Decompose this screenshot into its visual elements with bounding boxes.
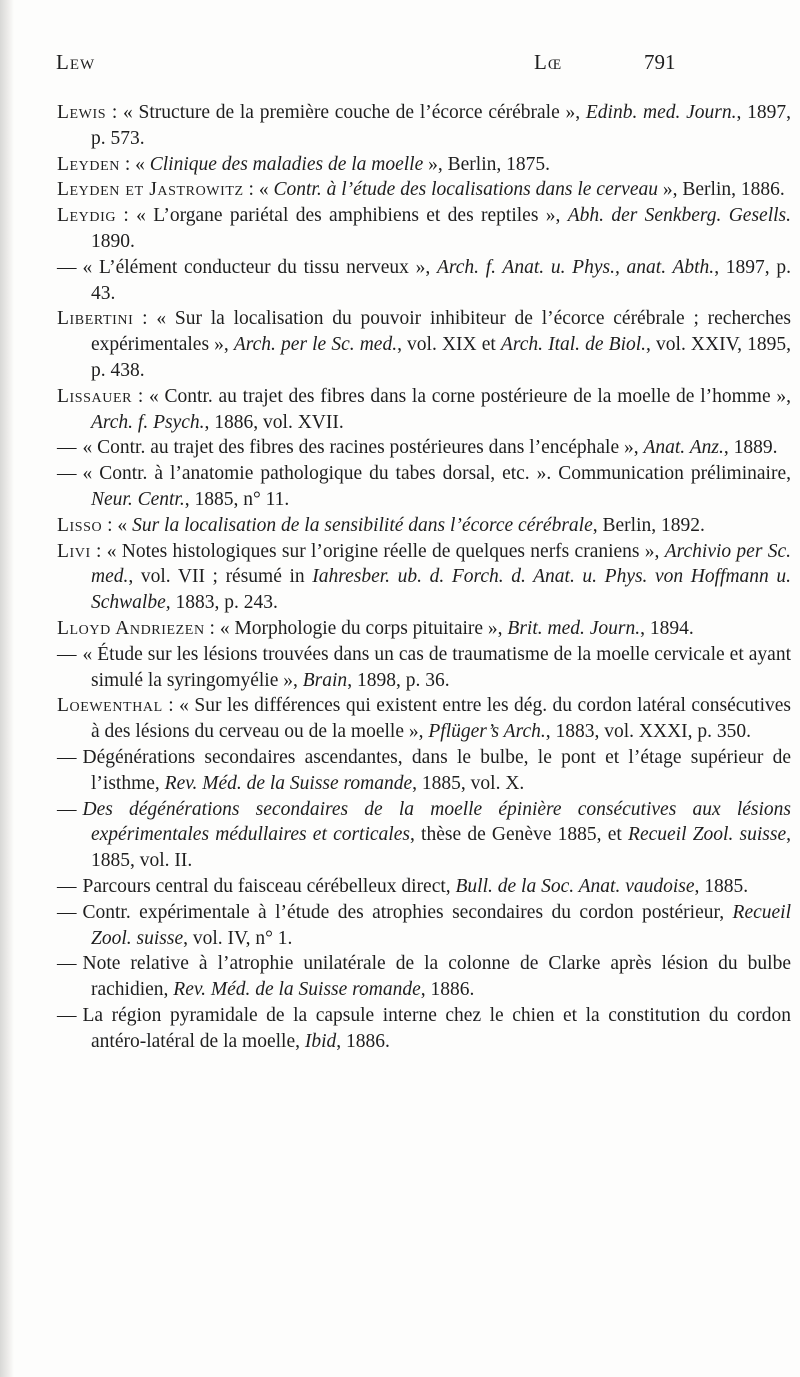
entry-text: », Berlin, 1886.: [658, 179, 785, 201]
entry-title-italic: Contr. à l’étude des localisations dans le cerveau: [273, 179, 658, 201]
entry-ditto-dash: —: [57, 463, 77, 485]
entry-author: Leydig: [57, 205, 117, 227]
entry-text: , thèse de Genève 1885, et: [409, 824, 629, 846]
entry-text: « Contr. à l’anatomie pathologique du tabes dorsal, etc. ». Communication préliminaire,: [82, 463, 791, 485]
entry-text: Note relative à l’atrophie unilatérale de la colonne de Clarke après lésion du bulbe rachidien,: [82, 953, 791, 1001]
entry-title-italic: Arch. f. Psych.: [91, 411, 205, 433]
entry-text: Sur les différences qui existent entre les dég. du cordon latéral consécutives à des lésions du cerveau ou de la moelle »,: [91, 695, 792, 743]
entry-title-italic: Rev. Méd. de la Suisse romande: [164, 772, 413, 794]
entry-ditto-dash: —: [57, 256, 77, 278]
entry-title-italic: Arch. f. Anat. u. Phys., anat. Abth.: [436, 256, 715, 278]
entry-separator: : «: [102, 514, 133, 536]
entry-title-italic: Brain: [302, 669, 348, 691]
entry-title-italic: Des dégénérations secondaires de la moelle épinière consécutives aux lésions expérimentales médullaires et corticales: [82, 798, 791, 846]
bibliography-entry: [57, 435, 791, 461]
bibliography-entry: [57, 255, 791, 307]
entry-text: Dégénérations secondaires ascendantes, dans le bulbe, le pont et l’étage supérieur de l’isthme,: [82, 746, 791, 794]
bibliography-entry: [57, 1003, 791, 1055]
entry-text: , 1883, vol. XXXI, p. 350.: [545, 721, 752, 743]
entry-text: , 1886, vol. XVII.: [204, 411, 344, 433]
entry-text: 1890.: [91, 230, 135, 252]
bibliography-entry: [57, 152, 791, 178]
entry-author: Leyden et Jastrowitz: [57, 179, 244, 201]
entry-separator: : «: [133, 308, 175, 330]
entry-author: Livi: [57, 540, 91, 562]
bibliography-entry: [57, 384, 791, 436]
entry-text: « L’élément conducteur du tissu nerveux »,: [82, 256, 437, 278]
bibliography-entry: [57, 874, 791, 900]
entry-separator: : «: [162, 695, 195, 717]
entry-separator: : «: [243, 179, 274, 201]
entry-author: Lissauer: [57, 385, 133, 407]
entry-text: », Berlin, 1875.: [423, 153, 550, 175]
entry-title-italic: Iahresber. ub. d. Forch. d. Anat. u. Phys. von Hoffmann u. Schwalbe,: [91, 566, 792, 614]
entry-text: , vol. IV, n° 1.: [183, 927, 293, 949]
entry-ditto-dash: —: [57, 746, 77, 768]
entry-separator: : «: [106, 102, 139, 123]
entry-title-italic: Anat. Anz.: [643, 437, 724, 459]
entry-author: Leyden: [57, 153, 120, 175]
bibliography-entry: [57, 461, 791, 513]
entry-text: , 1885, n° 11.: [184, 488, 290, 510]
entry-title-italic: Arch. per le Sc. med.: [233, 334, 398, 356]
entry-author: Lewis: [57, 102, 107, 123]
bibliography-entry: [57, 951, 791, 1003]
entry-ditto-dash: —: [57, 437, 77, 459]
entry-text: « Étude sur les lésions trouvées dans un cas de traumatisme de la moelle cervicale et ayant simulé la syringomyélie »,: [82, 643, 791, 691]
entry-separator: : «: [90, 540, 122, 562]
entry-text: , 1885, vol. II.: [91, 824, 791, 872]
entry-title-italic: Abh. der Senkberg. Gesells.: [567, 205, 791, 227]
entry-text: « Contr. au trajet des fibres des racines postérieures dans l’encéphale »,: [82, 437, 644, 459]
entry-text: Morphologie du corps pituitaire »,: [234, 617, 508, 639]
bibliography-entry: [57, 539, 791, 616]
entry-author: Libertini: [57, 308, 134, 330]
bibliography-entry: [57, 100, 791, 152]
bibliography-entry: [57, 693, 791, 745]
entry-text: , vol. XXIV, 1895, p. 438.: [91, 334, 792, 381]
entry-title-italic: Ibid: [304, 1030, 337, 1052]
bibliography-entry: [57, 306, 791, 383]
page-number: 791: [644, 50, 676, 74]
bibliography-entry: [57, 900, 791, 952]
entry-text: , vol. VII ; résumé in: [128, 566, 313, 588]
entry-ditto-dash: —: [57, 798, 77, 820]
entry-author: Loewenthal: [57, 695, 163, 717]
entry-ditto-dash: —: [57, 1004, 77, 1026]
entry-text: Notes histologiques sur l’origine réelle de quelques nerfs craniens »,: [121, 540, 665, 562]
bibliography-entry: [57, 745, 791, 797]
entry-title-italic: Arch. Ital. de Biol.: [500, 334, 647, 356]
entry-text: , 1894.: [640, 617, 694, 639]
entry-title-italic: Sur la localisation de la sensibilité dans l’écorce cérébrale: [132, 514, 593, 536]
entry-text: 1883, p. 243.: [170, 592, 278, 614]
entry-text: , 1898, p. 36.: [347, 669, 450, 691]
entry-text: , 1886.: [420, 979, 475, 1001]
entry-ditto-dash: —: [57, 643, 77, 665]
entry-title-italic: Recueil Zool. suisse: [91, 901, 791, 949]
entry-title-italic: Bull. de la Soc. Anat. vaudoise: [455, 875, 695, 897]
entry-author: Lloyd Andriezen: [57, 617, 205, 639]
entry-text: , 1886.: [336, 1030, 390, 1052]
bibliography-entry: [57, 797, 791, 874]
entry-title-italic: Edinb. med. Journ.: [585, 102, 737, 123]
entry-ditto-dash: —: [57, 901, 77, 923]
entry-text: Parcours central du faisceau cérébelleux direct,: [82, 875, 456, 897]
entry-text: , 1885.: [694, 875, 749, 897]
running-head-center: Lœ: [534, 50, 563, 74]
entry-ditto-dash: —: [57, 875, 77, 897]
entry-text: , 1897, p. 43.: [91, 256, 792, 304]
bibliography-entry: [57, 616, 791, 642]
entry-text: , 1889.: [723, 437, 778, 459]
bibliography-entry: [57, 513, 791, 539]
entry-title-italic: Rev. Méd. de la Suisse romande: [173, 979, 421, 1001]
running-head-left: Lew: [56, 50, 96, 74]
entry-ditto-dash: —: [57, 953, 77, 975]
entry-text: Contr. expérimentale à l’étude des atrophies secondaires du cordon postérieur,: [82, 901, 733, 923]
entry-title-italic: Archivio per Sc. med.: [91, 540, 791, 588]
entry-text: , Berlin, 1892.: [592, 514, 705, 536]
entry-text: L’organe pariétal des amphibiens et des reptiles »,: [153, 205, 568, 227]
entry-text: La région pyramidale de la capsule interne chez le chien et la constitution du cordon antéro-latéral de la moelle,: [82, 1004, 791, 1052]
bibliography-entry: [57, 642, 791, 694]
bibliography-entry: [57, 203, 791, 255]
entry-author: Lisso: [57, 514, 103, 536]
bibliography-list: [0, 100, 800, 1054]
entry-text: Contr. au trajet des fibres dans la corne postérieure de la moelle de l’homme »,: [164, 385, 792, 407]
entry-text: , vol. XIX et: [397, 334, 501, 356]
entry-text: , 1897, p. 573.: [91, 102, 792, 149]
entry-title-italic: Brit. med. Journ.: [507, 617, 641, 639]
entry-title-italic: Pflüger’s Arch.: [428, 721, 546, 743]
entry-title-italic: Recueil Zool. suisse: [628, 824, 787, 846]
entry-text: Structure de la première couche de l’écorce cérébrale »,: [138, 102, 586, 123]
entry-title-italic: Clinique des maladies de la moelle: [149, 153, 424, 175]
bibliography-entry: [57, 177, 791, 203]
entry-separator: : «: [204, 617, 235, 639]
running-head: [0, 50, 800, 80]
entry-separator: : «: [116, 205, 154, 227]
entry-title-italic: Neur. Centr.: [91, 488, 185, 510]
entry-separator: : «: [132, 385, 165, 407]
entry-text: , 1885, vol. X.: [412, 772, 525, 794]
entry-separator: : «: [119, 153, 150, 175]
entry-text: Sur la localisation du pouvoir inhibiteur de l’écorce cérébrale ; recherches expérimentales »,: [91, 308, 792, 356]
